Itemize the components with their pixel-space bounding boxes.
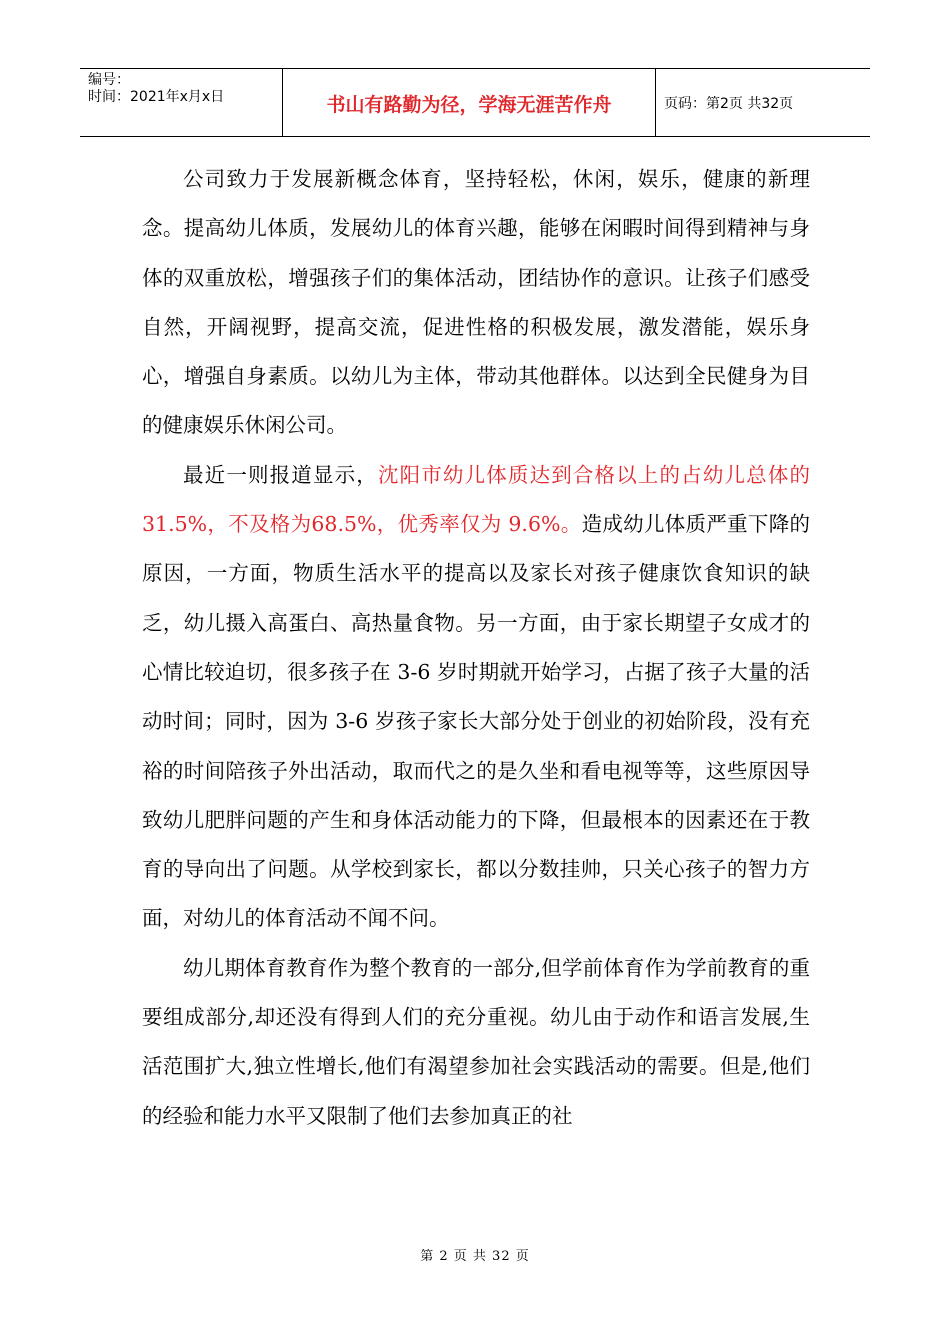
paragraph-2-lead: 最近一则报道显示， [183,462,378,487]
document-header [80,68,870,137]
header-meta [80,69,283,136]
paragraph-2-highlight: 沈阳市幼儿体质达到合格以上的占幼儿总体的 31.5%，不及格为68.5%，优秀率仅为 9.6%。 [142,462,811,537]
header-motto-cell [283,69,656,136]
paragraph-3: 幼儿期体育教育作为整个教育的一部分,但学前体育作为学前教育的重要组成部分,却还没有得到人们的充分重视。幼儿由于动作和语言发展,生活范围扩大,独立性增长,他们有渴望参加社会实践活动的需要。但是,他们的经验和能力水平又限制了他们去参加真正的社 [142,955,810,1128]
paragraph-2 [142,451,810,944]
document-body [142,155,810,1141]
paragraph-1: 公司致力于发展新概念体育，坚持轻松，休闲，娱乐，健康的新理念。提高幼儿体质，发展幼儿的体育兴趣，能够在闲暇时间得到精神与身体的双重放松，增强孩子们的集体活动，团结协作的意识。让孩子们感受自然，开阔视野，提高交流，促进性格的积极发展，激发潜能，娱乐身心，增强自身素质。以幼儿为主体，带动其他群体。以达到全民健身为目的健康娱乐休闲公司。 [142,167,810,438]
document-time: 时间：2021年x月x日 [88,89,225,105]
document-number-label: 编号： [88,72,130,88]
page-footer: 第 2 页 共 32 页 [420,1249,530,1264]
header-page-info: 页码：第2页 共32页 [664,95,794,112]
header-motto: 书山有路勤为径，学海无涯苦作舟 [326,94,612,116]
paragraph-2-rest: 造成幼儿体质严重下降的原因，一方面，物质生活水平的提高以及家长对孩子健康饮食知识的缺乏，幼儿摄入高蛋白、高热量食物。另一方面，由于家长期望子女成才的心情比较迫切，很多孩子在 3-6 岁时期就开始学习，占据了孩子大量的活动时间；同时，因为 3-6 岁孩子家长大部分处于创业的初始阶段，没有充裕的时间陪孩子外出活动，取而代之的是久坐和看电视等等，这些原因导致幼儿肥胖问题的产生和身体活动能力的下降，但最根本的因素还在于教育的导向出了问题。从学校到家长，都以分数挂帅，只关心孩子的智力方面，对幼儿的体育活动不闻不问。 [142,512,811,931]
